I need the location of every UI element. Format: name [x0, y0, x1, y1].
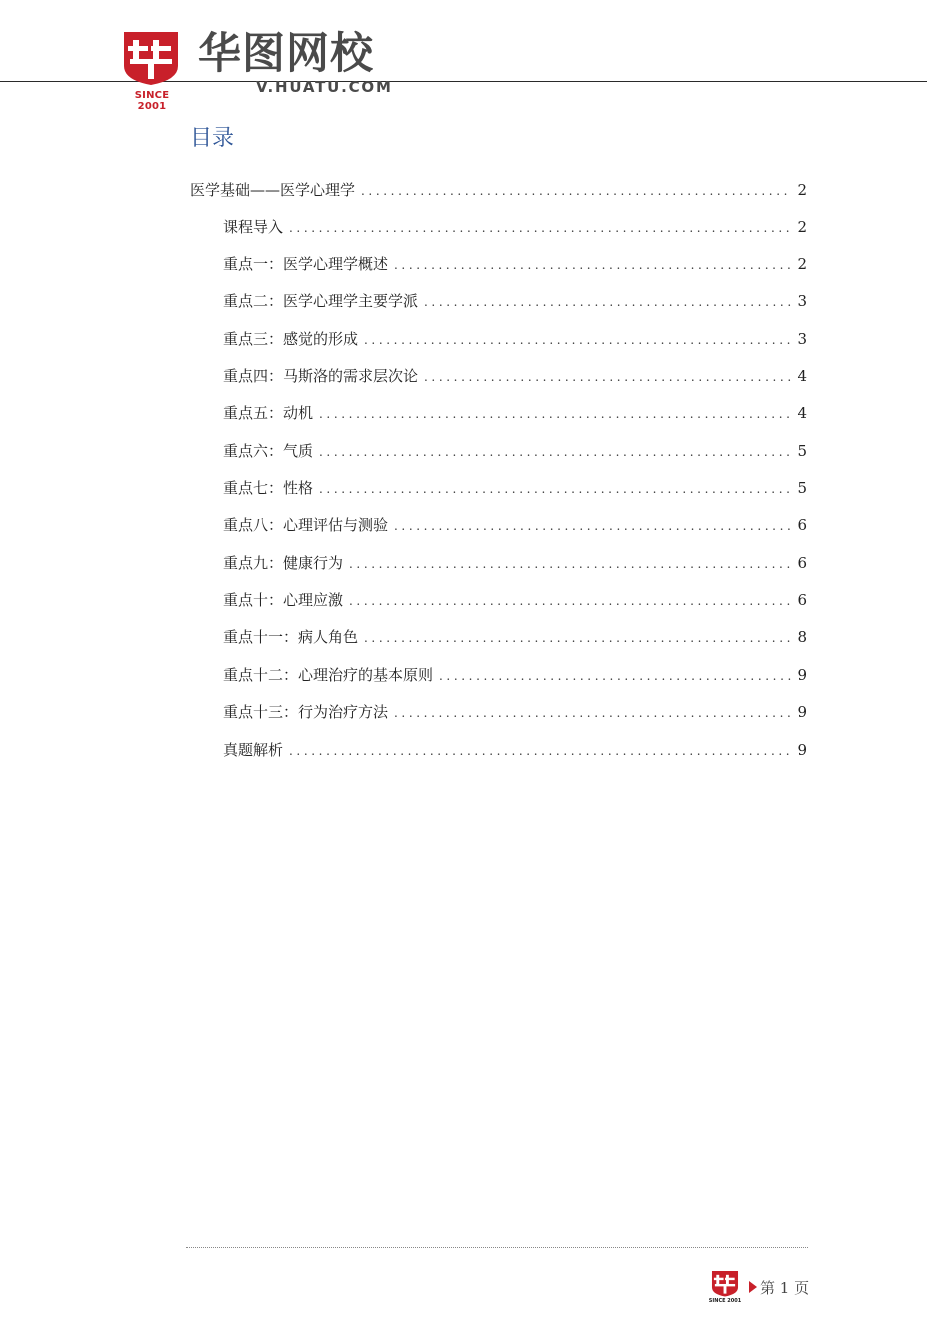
toc-leader-dots: [349, 590, 791, 612]
toc-leader-dots: [394, 515, 791, 537]
toc-entry-page: 2: [797, 255, 807, 273]
toc-leader-dots: [319, 403, 791, 425]
toc-entry[interactable]: [223, 216, 807, 238]
toc-entry-label: 重点四：马斯洛的需求层次论: [223, 367, 419, 385]
toc-leader-dots: [349, 553, 791, 575]
toc-entry-page: 9: [797, 741, 807, 759]
toc-entry-page: 9: [797, 703, 807, 721]
toc-leader-dots: [394, 254, 791, 276]
toc-leader-dots: [364, 329, 791, 351]
toc-entry-label: 重点三：感觉的形成: [223, 330, 359, 348]
toc-entry-page: 2: [797, 218, 807, 236]
toc-entry[interactable]: [223, 402, 807, 424]
toc-entry-page: 6: [797, 591, 807, 609]
toc-entry-label: 课程导入: [223, 218, 284, 236]
toc-entry-label: 重点八：心理评估与测验: [223, 516, 389, 534]
footer-rule: [186, 1247, 808, 1248]
toc-entry[interactable]: [223, 365, 807, 387]
toc-entry-label: 重点二：医学心理学主要学派: [223, 292, 419, 310]
toc-entry[interactable]: [223, 253, 807, 275]
toc-entry-label: 重点十三：行为治疗方法: [223, 703, 389, 721]
toc-entry-page: 2: [797, 181, 807, 199]
toc-leader-dots: [364, 627, 791, 649]
toc-entry[interactable]: [223, 552, 807, 574]
toc-leader-dots: [289, 740, 791, 762]
toc-leader-dots: [319, 441, 791, 463]
toc-entry-page: 8: [797, 628, 807, 646]
toc-entry[interactable]: [190, 179, 807, 201]
toc-entry-page: 4: [797, 367, 807, 385]
toc-entry-label: 重点十：心理应激: [223, 591, 344, 609]
toc-entry-page: 6: [797, 516, 807, 534]
toc-entry[interactable]: [223, 440, 807, 462]
logo-brand-name: 华图网校: [198, 29, 374, 79]
toc-leader-dots: [439, 665, 791, 687]
toc-entry-page: 3: [797, 330, 807, 348]
triangle-right-icon: [749, 1281, 757, 1293]
toc-entry-label: 重点一：医学心理学概述: [223, 255, 389, 273]
toc-entry-label: 重点五：动机: [223, 404, 314, 422]
toc-entry[interactable]: [223, 477, 807, 499]
toc-entry-label: 重点七：性格: [223, 479, 314, 497]
toc-entry[interactable]: [223, 589, 807, 611]
toc-entry-page: 9: [797, 666, 807, 684]
toc-entry[interactable]: [223, 514, 807, 536]
toc-entry-page: 4: [797, 404, 807, 422]
toc-entry-label: 重点十一：病人角色: [223, 628, 359, 646]
toc-leader-dots: [424, 366, 791, 388]
footer-since-text: SINCE 2001: [708, 1298, 742, 1304]
toc-entry-label: 重点十二：心理治疗的基本原则: [223, 666, 434, 684]
toc-title: 目录: [190, 126, 235, 151]
toc-leader-dots: [424, 291, 791, 313]
page-number: 第 1 页: [760, 1279, 810, 1297]
toc-entry-page: 5: [797, 442, 807, 460]
toc-entry-label: 真题解析: [223, 741, 284, 759]
toc-entry[interactable]: [223, 664, 807, 686]
toc-entry[interactable]: [223, 701, 807, 723]
toc-entry-label: 重点六：气质: [223, 442, 314, 460]
logo-since-text: SINCE 2001: [134, 90, 170, 112]
toc-entry[interactable]: [223, 290, 807, 312]
toc-entry-label: 医学基础——医学心理学: [190, 181, 356, 199]
toc-entry-label: 重点九：健康行为: [223, 554, 344, 572]
toc-entry-page: 6: [797, 554, 807, 572]
huatu-footer-logo-icon: [711, 1270, 739, 1297]
toc-entry[interactable]: [223, 328, 807, 350]
toc-entry[interactable]: [223, 739, 807, 761]
toc-leader-dots: [289, 217, 791, 239]
toc-entry[interactable]: [223, 626, 807, 648]
logo-url: V.HUATU.COM: [256, 78, 393, 96]
toc-entry-page: 5: [797, 479, 807, 497]
toc-leader-dots: [319, 478, 791, 500]
toc-entry-page: 3: [797, 292, 807, 310]
toc-leader-dots: [394, 702, 791, 724]
huatu-logo-icon: [122, 30, 180, 86]
toc-leader-dots: [361, 180, 791, 202]
